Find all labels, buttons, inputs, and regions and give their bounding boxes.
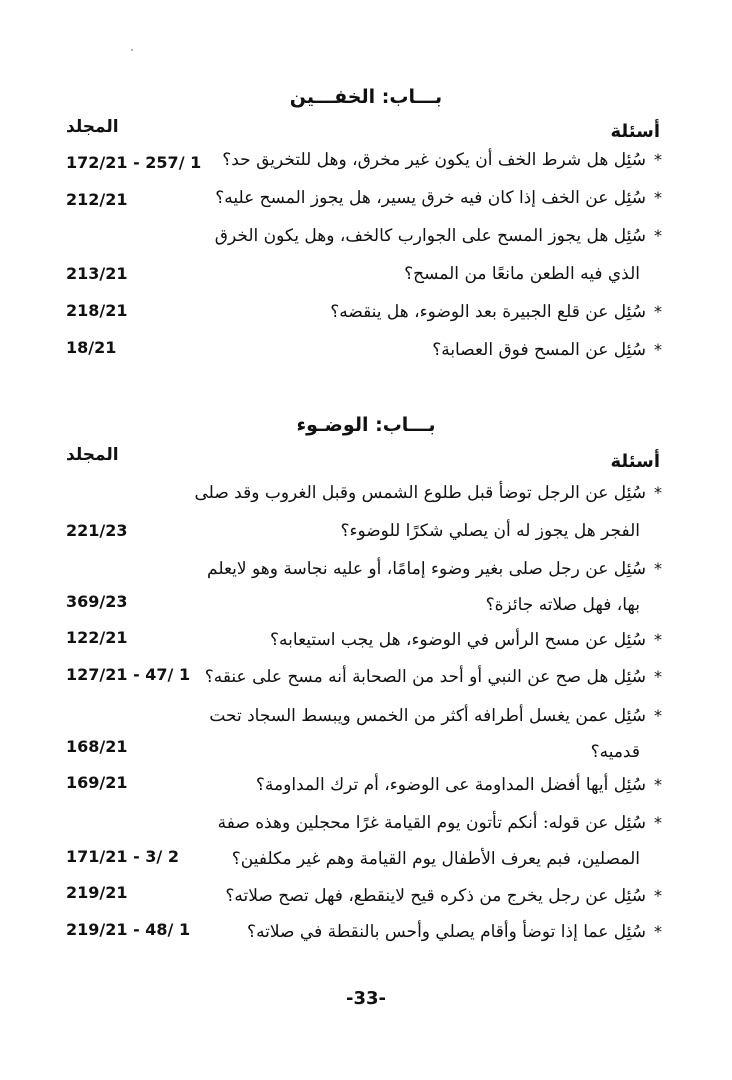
- question-text: الذي فيه الطعن مانعًا من المسح؟: [404, 264, 640, 284]
- question-line-continued: [486, 595, 640, 615]
- question-text: بها، فهل صلاته جائزة؟: [485, 595, 640, 615]
- question-line: [247, 922, 670, 942]
- volume-reference: 218/21: [66, 301, 128, 320]
- question-line-continued: [591, 742, 640, 762]
- bullet-star-icon: *: [654, 226, 662, 245]
- volume-reference: 221/23: [66, 521, 128, 540]
- volume-reference: 127/21 - 47/ 1: [66, 665, 191, 684]
- question-line: [270, 630, 670, 650]
- question-text: سُئِل عن الخف إذا كان فيه خرق يسير، هل يجوز المسح عليه؟: [215, 188, 646, 208]
- question-line-continued: [340, 521, 640, 541]
- bullet-star-icon: *: [654, 630, 662, 649]
- bullet-star-icon: *: [654, 706, 662, 725]
- paper-speck: [131, 49, 133, 51]
- question-line: [222, 150, 670, 170]
- column-header-volume: المجلد: [66, 117, 119, 137]
- section-title-wudu: بـــاب: الوضـوء: [296, 414, 436, 436]
- volume-reference: 172/21 - 257/ 1: [66, 153, 202, 172]
- column-header-volume: المجلد: [66, 445, 119, 465]
- question-line: [195, 483, 670, 503]
- question-line: [256, 775, 670, 795]
- question-text: سُئِل عن قلع الجبيرة بعد الوضوء، هل ينقضه؟: [330, 302, 646, 322]
- question-line: [432, 340, 670, 360]
- question-text: سُئِل عن رجل صلى بغير وضوء إمامًا، أو عليه نجاسة وهو لايعلم: [207, 559, 646, 579]
- question-line: [215, 226, 670, 246]
- bullet-star-icon: *: [654, 922, 662, 941]
- question-line-continued: [404, 264, 640, 284]
- bullet-star-icon: *: [654, 559, 662, 578]
- question-line: [209, 706, 670, 726]
- volume-reference: 169/21: [66, 773, 128, 792]
- bullet-star-icon: *: [654, 813, 662, 832]
- question-text: سُئِل أيها أفضل المداومة عى الوضوء، أم ترك المداومة؟: [255, 775, 646, 795]
- bullet-star-icon: *: [654, 340, 662, 359]
- section-title-khuffayn: بـــاب: الخفـــين: [289, 86, 443, 108]
- volume-reference: 171/21 - 3/ 2: [66, 847, 179, 866]
- question-text: سُئِل عن الرجل توضأ قبل طلوع الشمس وقبل الغروب وقد صلى: [194, 483, 646, 503]
- question-line: [207, 559, 670, 579]
- bullet-star-icon: *: [654, 667, 662, 686]
- page-number: -33-: [346, 988, 386, 1009]
- volume-reference: 168/21: [66, 737, 128, 756]
- volume-reference: 122/21: [66, 628, 128, 647]
- bullet-star-icon: *: [654, 886, 662, 905]
- question-line: [218, 813, 670, 833]
- question-text: سُئِل عن رجل يخرج من ذكره قيح لاينقطع، فهل تصح صلاته؟: [225, 886, 646, 906]
- question-line: [205, 667, 670, 687]
- column-header-questions: أسئلة: [610, 451, 660, 472]
- bullet-star-icon: *: [654, 483, 662, 502]
- bullet-star-icon: *: [654, 188, 662, 207]
- question-text: سُئِل عمن يغسل أطرافه أكثر من الخمس ويبسط السجاد تحت: [209, 706, 646, 726]
- question-text: سُئِل هل صح عن النبي أو أحد من الصحابة أنه مسح على عنقه؟: [204, 667, 646, 687]
- column-header-questions: أسئلة: [610, 121, 660, 142]
- volume-reference: 18/21: [66, 338, 117, 357]
- question-text: المصلين، فبم يعرف الأطفال يوم القيامة وهم غير مكلفين؟: [231, 849, 640, 869]
- question-line-continued: [232, 849, 640, 869]
- volume-reference: 212/21: [66, 190, 128, 209]
- volume-reference: 219/21 - 48/ 1: [66, 920, 191, 939]
- volume-reference: 369/23: [66, 592, 128, 611]
- question-text: سُئِل هل شرط الخف أن يكون غير مخرق، وهل للتخريق حد؟: [222, 150, 646, 170]
- question-text: سُئِل عن المسح فوق العصابة؟: [432, 340, 646, 360]
- question-text: سُئِل عن قوله: أنكم تأتون يوم القيامة غرًا محجلين وهذه صفة: [217, 813, 646, 833]
- question-line: [225, 886, 670, 906]
- question-text: الفجر هل يجوز له أن يصلي شكرًا للوضوء؟: [340, 521, 640, 541]
- question-line: [330, 302, 670, 322]
- volume-reference: 213/21: [66, 264, 128, 283]
- bullet-star-icon: *: [654, 150, 662, 169]
- question-text: سُئِل هل يجوز المسح على الجوارب كالخف، وهل يكون الخرق: [214, 226, 646, 246]
- volume-reference: 219/21: [66, 883, 128, 902]
- question-text: سُئِل عما إذا توضأ وأقام يصلي وأحس بالنقطة في صلاته؟: [247, 922, 646, 942]
- question-text: سُئِل عن مسح الرأس في الوضوء، هل يجب استيعابه؟: [270, 630, 646, 650]
- question-line: [215, 188, 670, 208]
- bullet-star-icon: *: [654, 302, 662, 321]
- bullet-star-icon: *: [654, 775, 662, 794]
- question-text: قدميه؟: [590, 742, 640, 762]
